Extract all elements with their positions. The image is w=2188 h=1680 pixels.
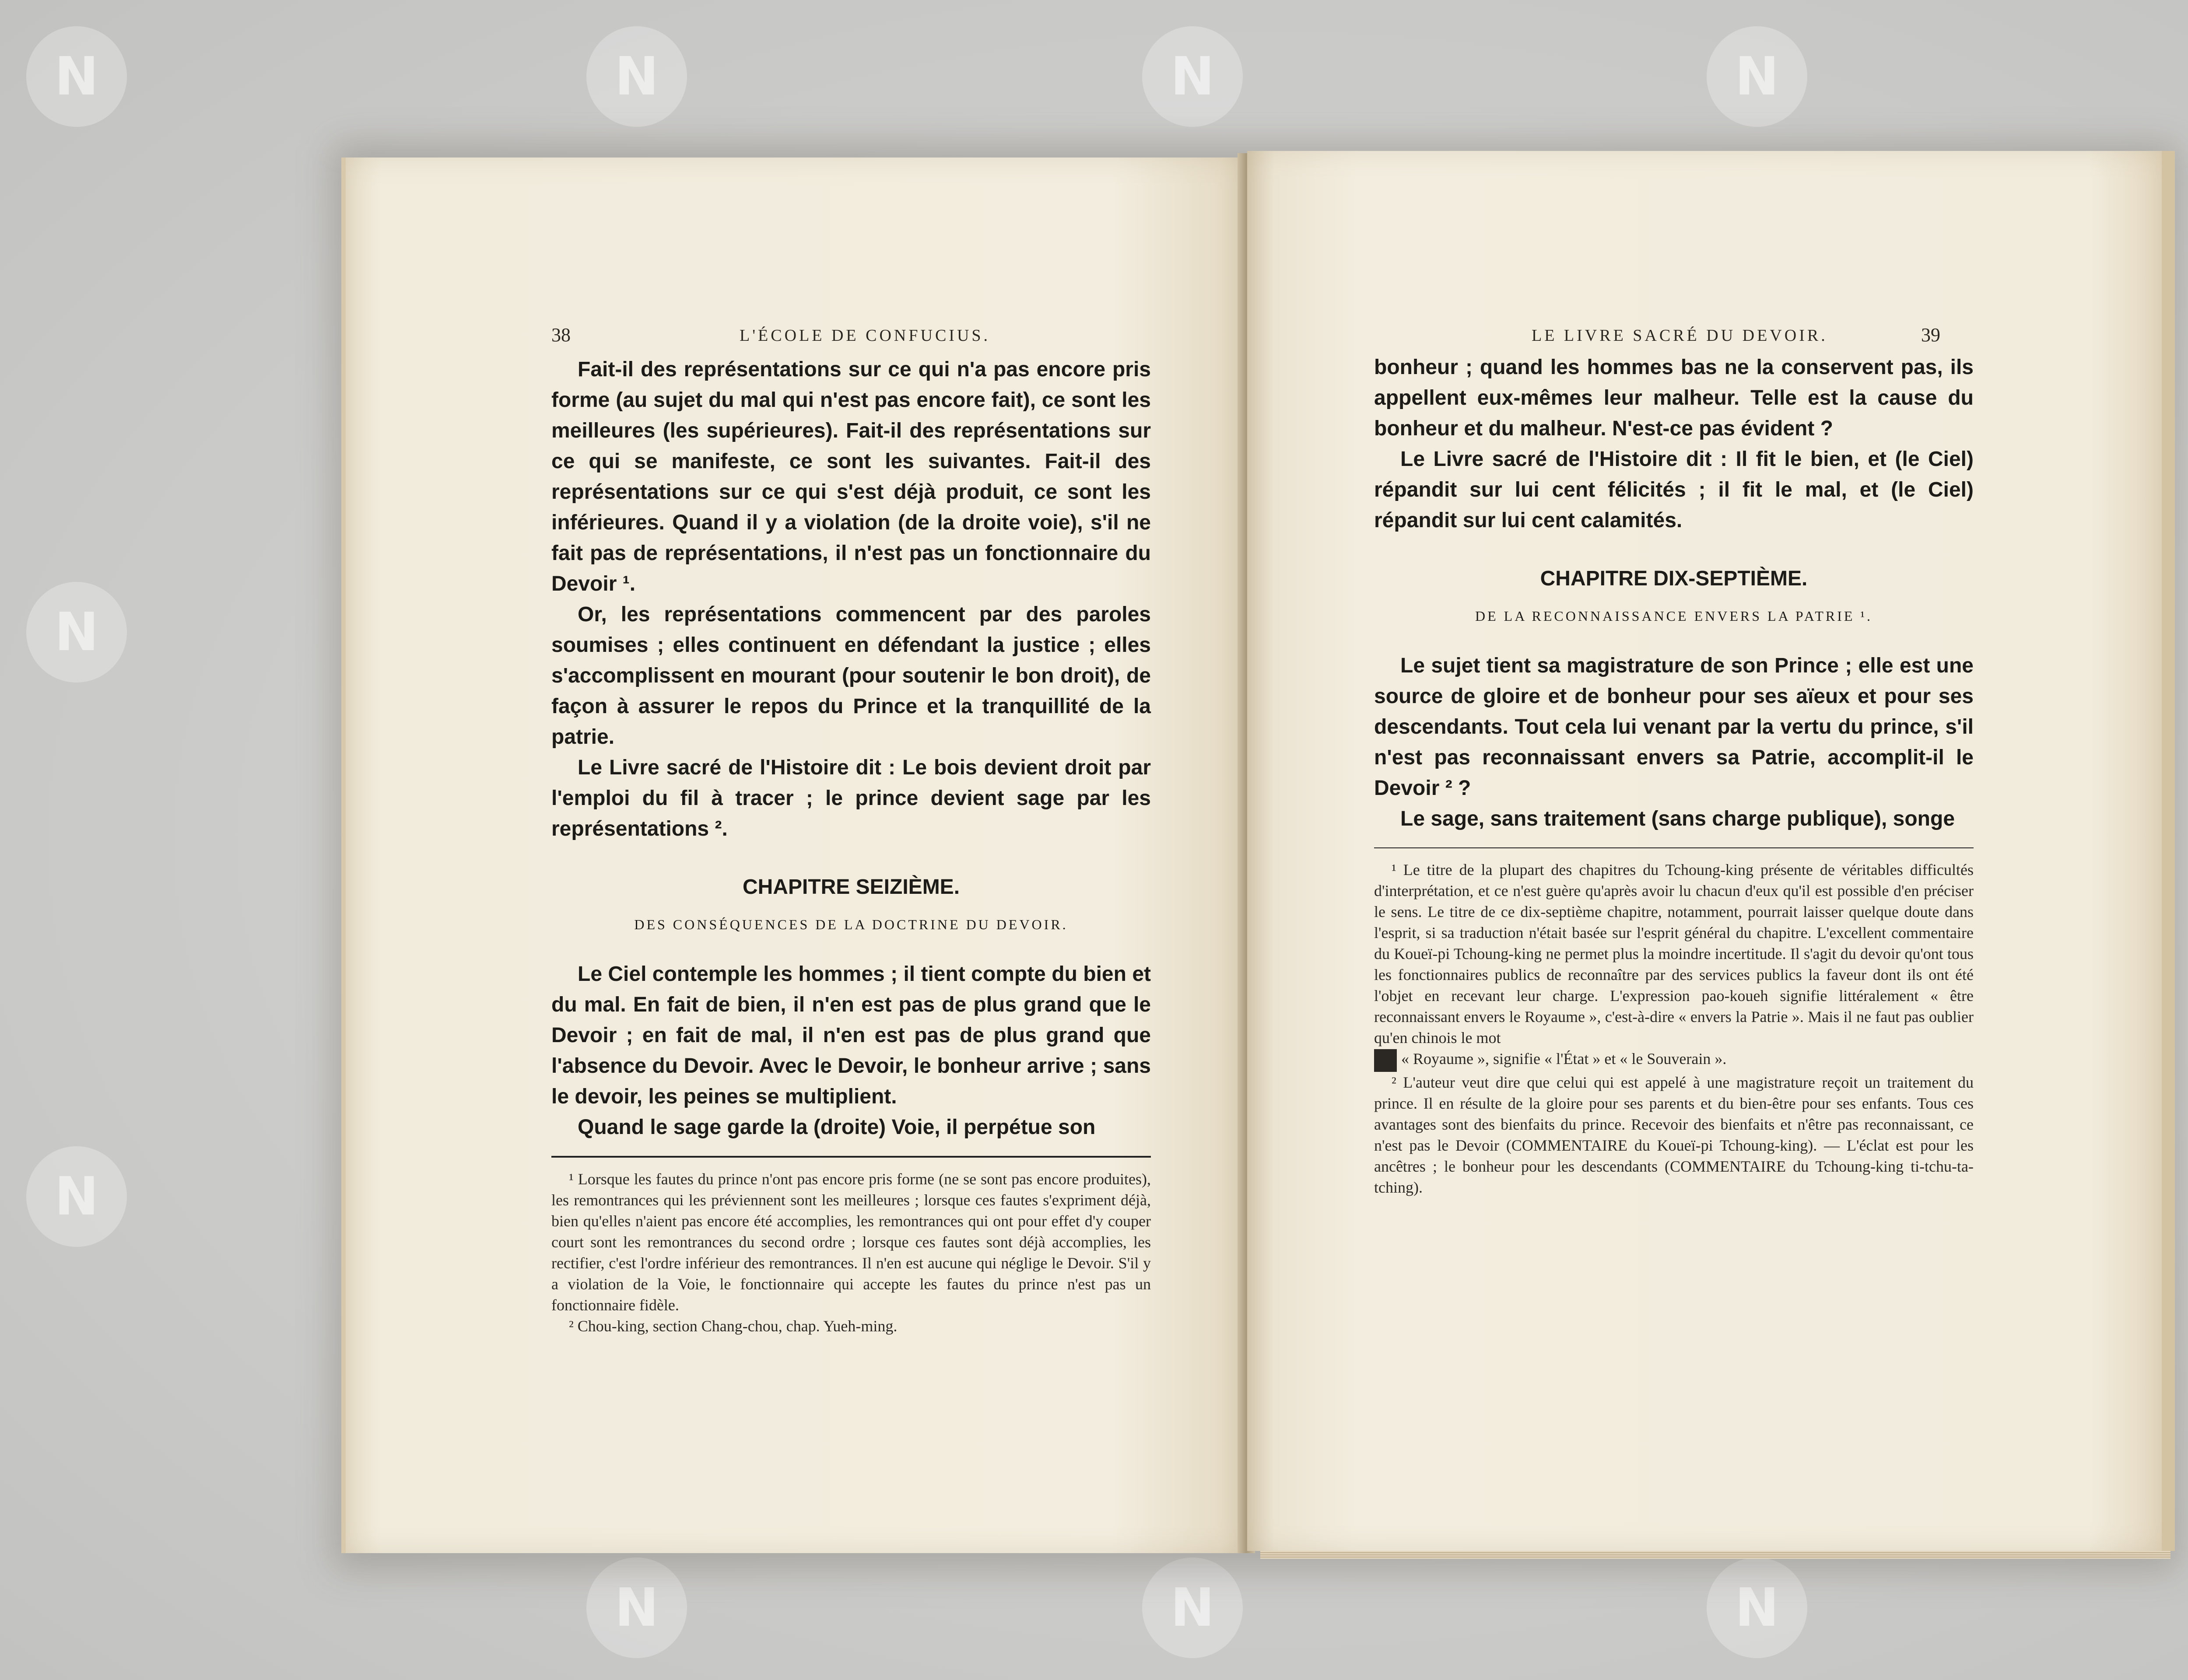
footnote-text: « Royaume », signifie « l'État » et « le Souverain ». xyxy=(1401,1050,1727,1068)
footnote: ² Chou-king, section Chang-chou, chap. Yueh-ming. xyxy=(569,1317,898,1335)
page-number-right: 39 xyxy=(1921,324,1940,346)
chapter-subtitle: DE LA RECONNAISSANCE ENVERS LA PATRIE ¹. xyxy=(1475,608,1873,624)
paragraph: Le Ciel contemple les hommes ; il tient compte du bien et du mal. En fait de bien, il n'en est pas de plus grand que le Devoir ; en fait de mal, il n'en est pas de plus grand que l'absence du Devoir. Avec le Devoir, le bonheur arrive ; sans le devoir, les peines se multiplient. xyxy=(551,962,1151,1108)
paragraph: Quand le sage garde la (droite) Voie, il perpétue son xyxy=(578,1116,1096,1139)
chapter-subtitle: DES CONSÉQUENCES DE LA DOCTRINE DU DEVOIR. xyxy=(634,917,1068,932)
footnote: ¹ Le titre de la plupart des chapitres du Tchoung-king présente de véritables difficultés d'interprétation, et ce n'est guère qu'après avoir lu chacun d'eux qu'il est possible d'en préciser le sens. Le titre de ce dix-septième chapitre, notamment, pourrait laisser quelque doute dans l'esprit, si sa traduction n'était basée sur l'esprit général du chapitre. L'excellent commentaire du Koueï-pi Tchoung-king ne permet plus la moindre incertitude. Il s'agit du devoir qu'ont tous les fonctionnaires publics de reconnaître par des services publics la faveur dont ils ont été l'objet en recevant leur charge. L'expression pao-koueh signifie littéralement « être reconnaissant envers le Royaume », c'est-à-dire « envers la Patrie ». Mais il ne faut pas oublier qu'en chinois le mot xyxy=(1374,861,1974,1046)
nishogakusha-logo-icon: N xyxy=(26,582,127,682)
nishogakusha-logo-icon: N xyxy=(1142,1558,1243,1658)
footnote-rule xyxy=(551,1156,1151,1158)
page-number-left: 38 xyxy=(551,324,571,346)
right-page xyxy=(1247,151,2175,1551)
nishogakusha-logo-icon: N xyxy=(1707,26,1807,127)
footnote: ¹ Lorsque les fautes du prince n'ont pas encore pris forme (ne se sont pas encore produites), les remontrances qui les préviennent sont les meilleures ; lorsque ces fautes s'expriment déjà, bien qu'elles n'aient pas encore été accomplies, les remontrances qui ont pour effet d'y couper court sont les remontrances du second ordre ; lorsque ces fautes sont déjà accomplies, les rectifier, c'est l'ordre inférieur des remontrances. Il n'en est aucune qui néglige le Devoir. S'il y a violation de la Voie, le fonctionnaire qui accepte les fautes du prince n'est pas un fonctionnaire fidèle. xyxy=(551,1170,1151,1314)
paragraph: Or, les représentations commencent par des paroles soumises ; elles continuent en défendant la justice ; elles s'accomplissent en mourant (pour soutenir le bon droit), de façon à assurer le repos du Prince et la tranquillité de la patrie. xyxy=(551,603,1151,749)
nishogakusha-logo-icon: N xyxy=(586,1558,687,1658)
paragraph: Le sage, sans traitement (sans charge publique), songe xyxy=(1400,807,1955,830)
running-head-right: LE LIVRE SACRÉ DU DEVOIR. xyxy=(1532,326,1828,345)
running-head-left: L'ÉCOLE DE CONFUCIUS. xyxy=(740,326,991,345)
chinese-character-glyph xyxy=(1374,1049,1397,1072)
nishogakusha-logo-icon: N xyxy=(26,1146,127,1247)
paragraph: Le sujet tient sa magistrature de son Prince ; elle est une source de gloire et de bonheur pour ses aïeux et pour ses descendants. Tout cela lui venant par la vertu du prince, s'il n'est pas reconnaissant envers sa Patrie, accomplit-il le Devoir ² ? xyxy=(1374,654,1974,800)
nishogakusha-logo-icon: N xyxy=(1142,26,1243,127)
paragraph: Fait-il des représentations sur ce qui n'a pas encore pris forme (au sujet du mal qui n'est pas encore fait), ce sont les meilleures (les supérieures). Fait-il des représentations sur ce qui se manifeste, ce sont les suivantes. Fait-il des représentations sur ce qui s'est déjà produit, ce sont les inférieures. Quand il y a violation (de la droite voie), s'il ne fait pas de représentations, il n'est pas un fonctionnaire du Devoir ¹. xyxy=(551,358,1151,595)
left-page xyxy=(341,158,1247,1553)
nishogakusha-logo-icon: N xyxy=(1707,1558,1807,1658)
paragraph: bonheur ; quand les hommes bas ne la conservent pas, ils appellent eux-mêmes leur malheur. Telle est la cause du bonheur et du malheur. N'est-ce pas évident ? xyxy=(1374,356,1974,440)
chapter-title: CHAPITRE SEIZIÈME. xyxy=(742,875,960,899)
footnote-continuation xyxy=(1374,1048,1974,1072)
nishogakusha-logo-icon: N xyxy=(26,26,127,127)
footnote: ² L'auteur veut dire que celui qui est appelé à une magistrature reçoit un traitement du prince. Il en résulte de la gloire pour ses parents et du bien-être pour ses enfants. Tous ces avantages sont des bienfaits du prince. Recevoir des bienfaits et n'être pas reconnaissant, ce n'est pas le Devoir (COMMENTAIRE du Koueï-pi Tchoung-king). — L'éclat est pour les ancêtres ; le bonheur pour les descendants (COMMENTAIRE du Tchoung-king ti-tchu-ta-tching). xyxy=(1374,1073,1974,1196)
footnote-rule xyxy=(1374,847,1974,848)
left-page-text xyxy=(551,354,1151,1337)
right-page-text xyxy=(1374,352,1974,1198)
paragraph: Le Livre sacré de l'Histoire dit : Le bois devient droit par l'emploi du fil à tracer ; le prince devient sage par les représentations ². xyxy=(551,756,1151,840)
chapter-title: CHAPITRE DIX-SEPTIÈME. xyxy=(1540,567,1808,590)
page-edge-stack xyxy=(1260,1551,2170,1559)
paragraph: Le Livre sacré de l'Histoire dit : Il fit le bien, et (le Ciel) répandit sur lui cent félicités ; il fit le mal, et (le Ciel) répandit sur lui cent calamités. xyxy=(1374,448,1974,532)
nishogakusha-logo-icon: N xyxy=(586,26,687,127)
